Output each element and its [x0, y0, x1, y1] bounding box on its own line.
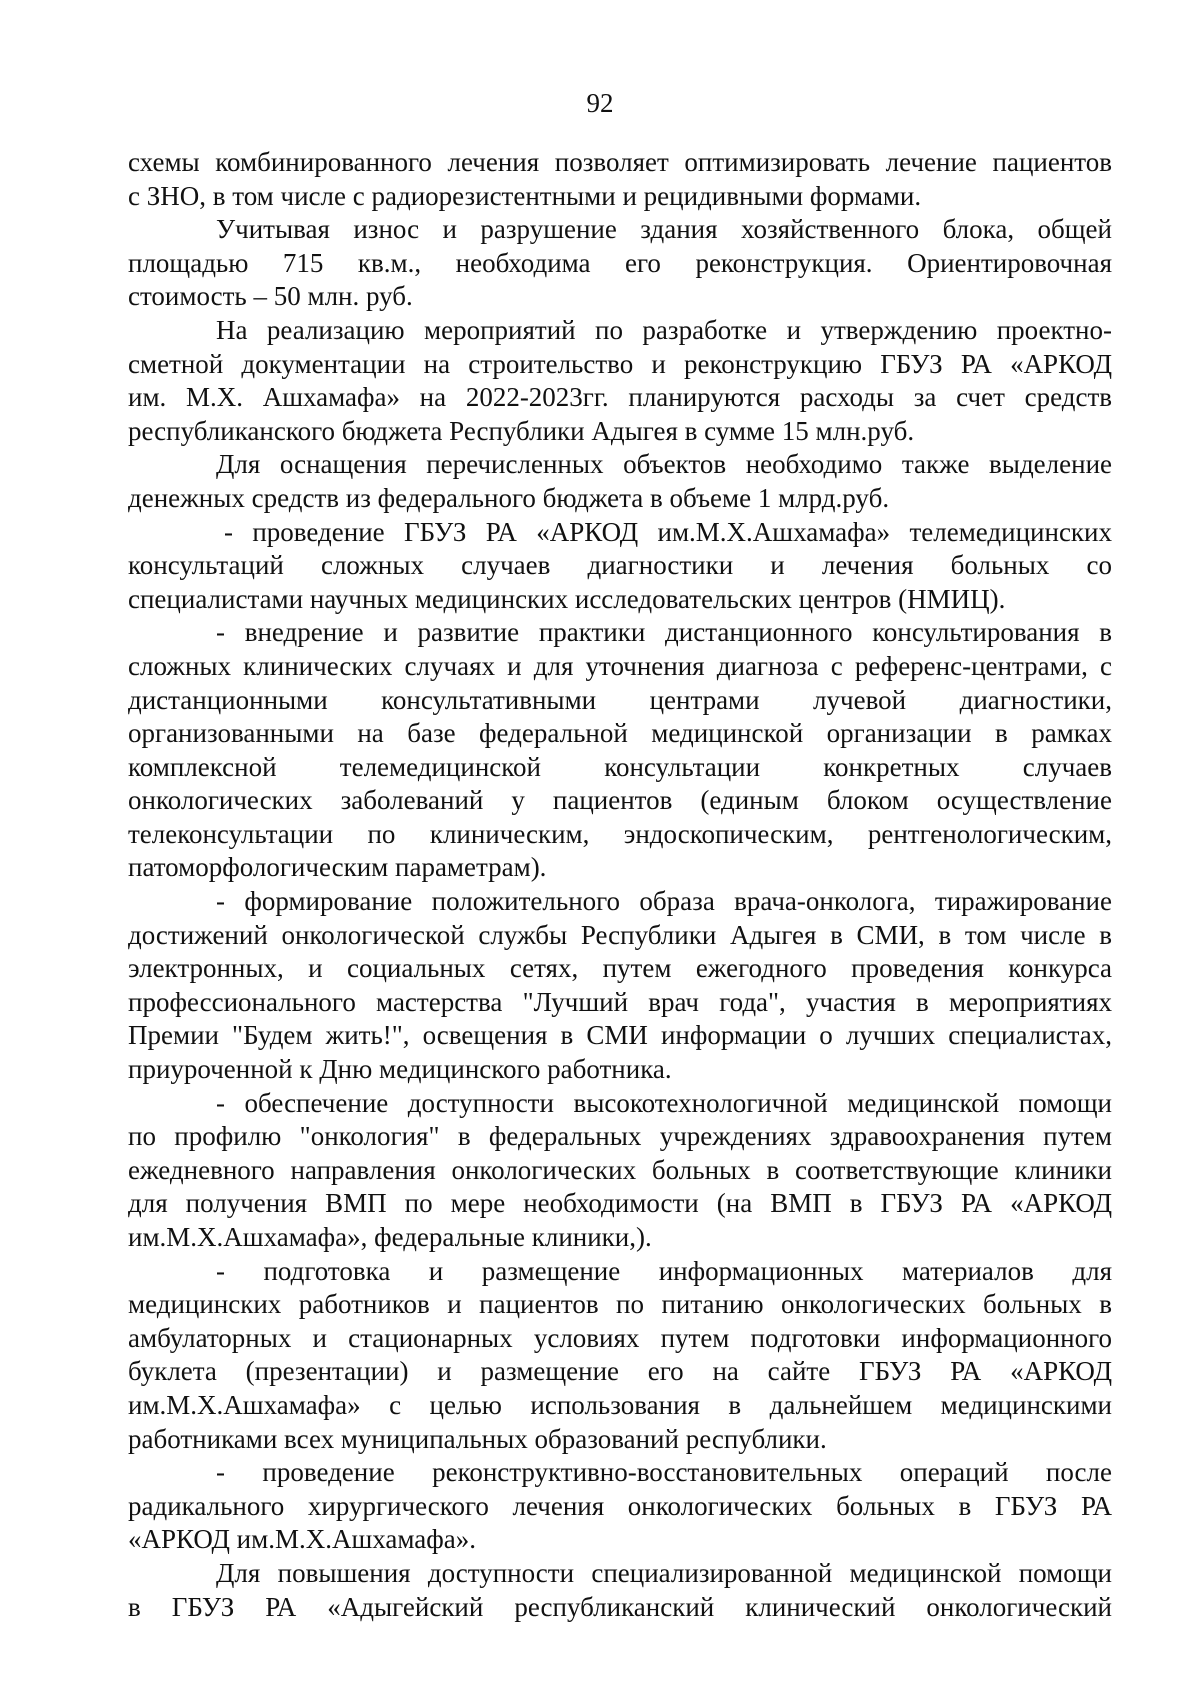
text-line: сложных клинических случаях и для уточнения диагноза с референс-центрами, с [128, 650, 1112, 681]
paragraph-design-documentation [128, 314, 1112, 448]
paragraph-building-reconstruction [128, 213, 1112, 314]
text-line: радикального хирургического лечения онкологических больных в ГБУЗ РА [128, 1490, 1112, 1521]
text-line: - подготовка и размещение информационных материалов для [216, 1255, 1112, 1286]
text-line: «АРКОД им.М.Х.Ашхамафа». [128, 1524, 476, 1555]
list-item-information-materials [128, 1255, 1112, 1457]
text-line: электронных, и социальных сетях, путем ежегодного проведения конкурса [128, 953, 1112, 984]
text-line: Премии "Будем жить!", освещения в СМИ информации о лучших специалистах, [128, 1020, 1112, 1051]
text-line: патоморфологическим параметрам). [128, 852, 547, 883]
text-line: буклета (презентации) и размещение его на сайте ГБУЗ РА «АРКОД [128, 1356, 1112, 1387]
list-item-high-tech-care [128, 1087, 1112, 1255]
text-line: онкологических заболеваний у пациентов (единым блоком осуществление [128, 785, 1112, 816]
text-line: Учитывая износ и разрушение здания хозяйственного блока, общей [216, 214, 1112, 245]
text-line: консультаций сложных случаев диагностики и лечения больных со [128, 550, 1112, 581]
text-line: - внедрение и развитие практики дистанционного консультирования в [216, 617, 1112, 648]
text-line: дистанционными консультативными центрами лучевой диагностики, [128, 684, 1112, 715]
text-line: по профилю "онкология" в федеральных учреждениях здравоохранения путем [128, 1121, 1112, 1152]
text-line: республиканского бюджета Республики Адыгея в сумме 15 млн.руб. [128, 415, 915, 446]
text-line: приуроченной к Дню медицинского работника. [128, 1054, 672, 1085]
list-item-telemedicine [128, 516, 1112, 617]
text-line: - обеспечение доступности высокотехнологичной медицинской помощи [216, 1087, 1112, 1118]
text-line: - формирование положительного образа врача-онколога, тиражирование [216, 886, 1112, 917]
text-line: телеконсультации по клиническим, эндоскопическим, рентгенологическим, [128, 818, 1112, 849]
text-line: комплексной телемедицинской консультации конкретных случаев [128, 751, 1112, 782]
paragraph-treatment-schemes [128, 146, 1112, 213]
text-line: им.М.Х.Ашхамафа», федеральные клиники,). [128, 1222, 652, 1252]
list-item-positive-image [128, 885, 1112, 1087]
text-line: - проведение реконструктивно-восстановительных операций после [216, 1457, 1112, 1488]
page-number: 92 [586, 88, 614, 118]
text-line: стоимость – 50 млн. руб. [128, 281, 413, 312]
text-line: им.М.Х.Ашхамафа» с целью использования в дальнейшем медицинскими [128, 1389, 1112, 1420]
text-line: достижений онкологической службы Республики Адыгея в СМИ, в том числе в [128, 919, 1112, 950]
text-line: им. М.Х. Ашхамафа» на 2022-2023гг. планируются расходы за счет средств [128, 382, 1112, 413]
text-line: схемы комбинированного лечения позволяет оптимизировать лечение пациентов [128, 147, 1112, 177]
text-line: ежедневного направления онкологических больных в соответствующие клиники [128, 1154, 1112, 1185]
text-line: денежных средств из федерального бюджета в объеме 1 млрд.руб. [128, 482, 890, 513]
list-item-reconstructive-operations [128, 1456, 1112, 1557]
text-line: специалистами научных медицинских исследовательских центров (НМИЦ). [128, 583, 1006, 614]
text-line: работниками всех муниципальных образований республики. [128, 1423, 827, 1454]
text-line: с ЗНО, в том числе с радиорезистентными и рецидивными формами. [128, 180, 922, 211]
text-line: сметной документации на строительство и реконструкцию ГБУЗ РА «АРКОД [128, 348, 1112, 379]
text-line: амбулаторных и стационарных условиях путем подготовки информационного [128, 1322, 1112, 1353]
text-line: организованными на базе федеральной медицинской организации в рамках [128, 718, 1112, 749]
paragraph-specialized-care-access [128, 1557, 1112, 1624]
paragraph-equipment-funding [128, 448, 1112, 515]
text-line: в ГБУЗ РА «Адыгейский республиканский клинический онкологический [128, 1591, 1112, 1622]
text-line: На реализацию мероприятий по разработке и утверждению проектно- [216, 314, 1112, 345]
text-line: медицинских работников и пациентов по питанию онкологических больных в [128, 1289, 1112, 1320]
text-line: профессионального мастерства "Лучший врач года", участия в мероприятиях [128, 986, 1112, 1017]
list-item-remote-consulting [128, 616, 1112, 885]
document-body [128, 146, 1112, 1624]
text-line: Для повышения доступности специализированной медицинской помощи [216, 1557, 1112, 1588]
text-line: для получения ВМП по мере необходимости (на ВМП в ГБУЗ РА «АРКОД [128, 1188, 1112, 1219]
text-line: - проведение ГБУЗ РА «АРКОД им.М.Х.Ашхамафа» телемедицинских [224, 516, 1112, 547]
text-line: площадью 715 кв.м., необходима его реконструкция. Ориентировочная [128, 247, 1112, 278]
text-line: Для оснащения перечисленных объектов необходимо также выделение [216, 449, 1112, 480]
